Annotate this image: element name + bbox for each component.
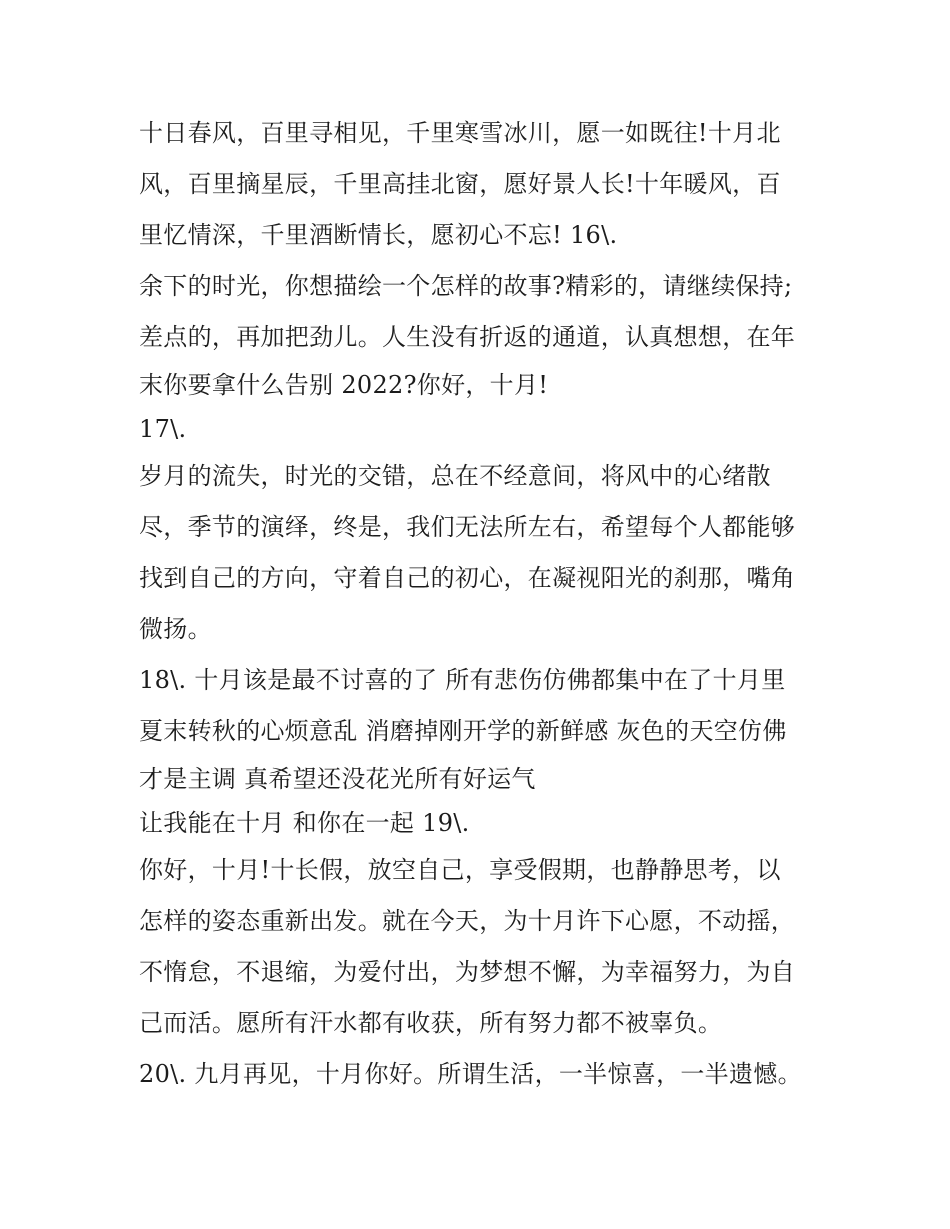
text-line: 不惰怠，不退缩，为爱付出，为梦想不懈，为幸福努力，为自	[139, 958, 796, 986]
text-line: 里忆情深，千里酒断情长，愿初心不忘! 16\.	[139, 221, 618, 249]
text-line: 让我能在十月 和你在一起 19\.	[139, 809, 470, 837]
text-line: 微扬。	[139, 615, 212, 643]
text-line: 余下的时光，你想描绘一个怎样的故事?精彩的，请继续保持;	[139, 272, 793, 300]
text-line: 末你要拿什么告别 2022?你好，十月!	[139, 371, 549, 399]
text-line: 怎样的姿态重新出发。就在今天，为十月许下心愿，不动摇，	[139, 907, 796, 935]
text-line: 18\. 十月该是最不讨喜的了 所有悲伤仿佛都集中在了十月里	[139, 666, 786, 694]
document-body	[139, 108, 829, 1100]
text-line: 才是主调 真希望还没花光所有好运气	[139, 765, 536, 793]
text-line: 十日春风，百里寻相见，千里寒雪冰川，愿一如既往!十月北	[139, 119, 781, 147]
text-line: 岁月的流失，时光的交错，总在不经意间，将风中的心绪散	[139, 462, 771, 490]
text-line: 差点的，再加把劲儿。人生没有折返的通道，认真想想，在年	[139, 323, 796, 351]
text-line: 己而活。愿所有汗水都有收获，所有努力都不被辜负。	[139, 1009, 723, 1037]
text-line: 风，百里摘星辰，千里高挂北窗，愿好景人长!十年暖风，百	[139, 170, 781, 198]
text-line: 找到自己的方向，守着自己的初心，在凝视阳光的刹那，嘴角	[139, 564, 796, 592]
text-line: 你好，十月!十长假，放空自己，享受假期，也静静思考，以	[139, 856, 781, 884]
text-line: 17\.	[139, 415, 187, 443]
text-line: 夏末转秋的心烦意乱 消磨掉刚开学的新鲜感 灰色的天空仿佛	[139, 717, 787, 745]
text-line: 20\. 九月再见，十月你好。所谓生活，一半惊喜，一半遗憾。	[139, 1060, 802, 1088]
text-line: 尽，季节的演绎，终是，我们无法所左右，希望每个人都能够	[139, 513, 796, 541]
